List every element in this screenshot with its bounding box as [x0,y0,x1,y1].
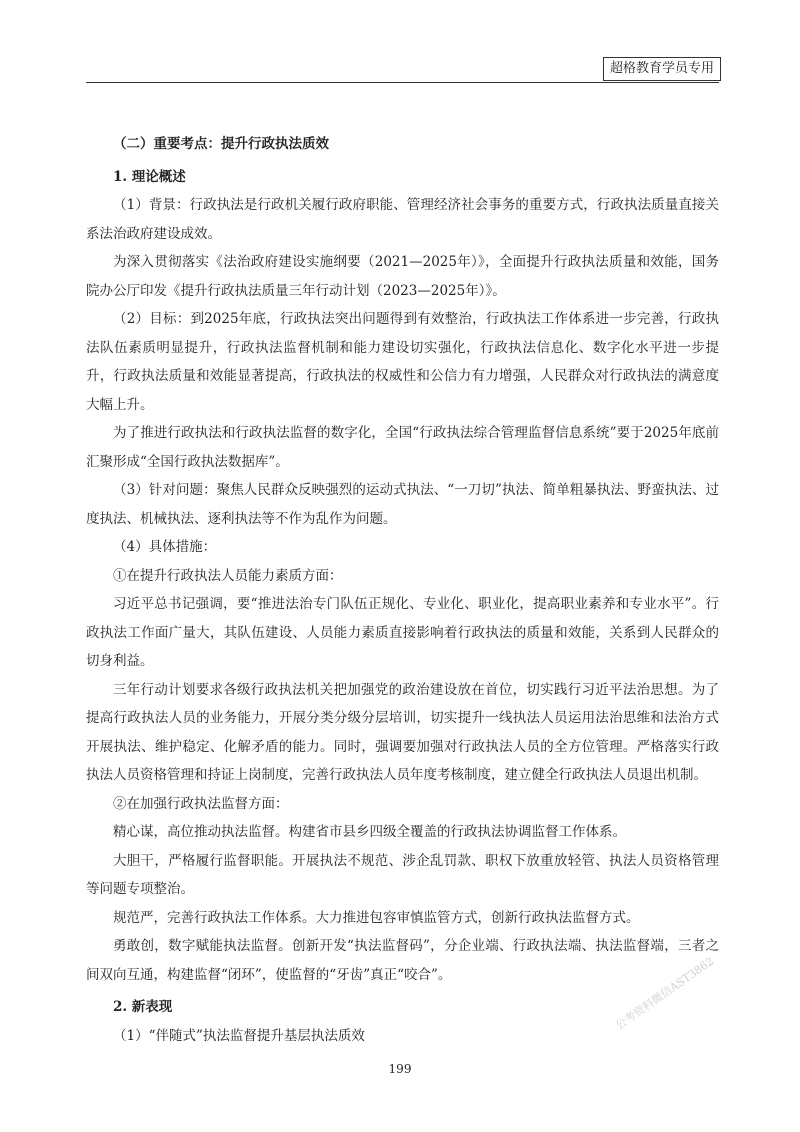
paragraph-background: （1）背景：行政执法是行政机关履行政府职能、管理经济社会事务的重要方式，行政执法质量直接关系法治政府建设成效。 [86,197,719,242]
paragraph-measures-title: （4）具体措施： [113,539,217,555]
paragraph-supervision-title: ②在加强行政执法监督方面： [113,795,289,812]
paragraph-plan-issued: 为深入贯彻落实《法治政府建设实施纲要（2021—2025年）》，全面提升行政执法质量和效能，国务院办公厅印发《提升行政执法质量三年行动计划（2023—2025年）》。 [86,254,719,299]
watermark: 公考资料微信AST3862 [613,954,717,1033]
paragraph-innovation: 勇敢创，数字赋能执法监督。创新开发“执法监督码”，分企业端、行政执法端、执法监督端，三者之间双向互通，构建监督“闭环”，使监督的“牙齿”真正“咬合”。 [86,938,719,983]
paragraph-digitalization: 为了推进行政执法和行政执法监督的数字化，全国“行政执法综合管理监督信息系统”要于2025年底前汇聚形成“全国行政执法数据库”。 [86,425,719,470]
header-label: 超格教育学员专用 [603,57,721,81]
section-title: （二）重要考点：提升行政执法质效 [113,136,329,152]
subsection-title-new: 2. 新表现 [113,999,173,1015]
header-rule [86,82,719,83]
body-content [86,130,719,1050]
paragraph-ability-title: ①在提升行政执法人员能力素质方面： [113,567,343,584]
paragraph-goal: （2）目标：到2025年底，行政执法突出问题得到有效整治，行政执法工作体系进一步完善，行政执法队伍素质明显提升，行政执法监督机制和能力建设切实强化，行政执法信息化、数字化水平进一步提升，行政执法质量和效能显著提高，行政执法的权威性和公信力有力增强，人民群众对行政执法的满意度大幅上升。 [86,311,719,413]
page-number: 199 [388,1062,412,1076]
paragraph-accompanying-supervision: （1）“伴随式”执法监督提升基层执法质效 [113,1027,365,1044]
paragraph-careful-planning: 精心谋，高位推动执法监督。构建省市县乡四级全覆盖的行政执法协调监督工作体系。 [113,824,626,840]
paragraph-three-year-plan: 三年行动计划要求各级行政执法机关把加强党的政治建设放在首位，切实践行习近平法治思想。为了提高行政执法人员的业务能力，开展分类分级分层培训，切实提升一线执法人员运用法治思维和法治方式开展执法、维护稳定、化解矛盾的能力。同时，强调要加强对行政执法人员的全方位管理。严格落实行政执法人员资格管理和持证上岗制度，完善行政执法人员年度考核制度，建立健全行政执法人员退出机制。 [86,681,719,783]
paragraph-strict-norms: 规范严，完善行政执法工作体系。大力推进包容审慎监管方式，创新行政执法监督方式。 [113,909,640,926]
paragraph-xi-quote: 习近平总书记强调，要“推进法治专门队伍正规化、专业化、职业化，提高职业素养和专业水平”。行政执法工作面广量大，其队伍建设、人员能力素质直接影响着行政执法的质量和效能，关系到人民群众的切身利益。 [86,596,719,669]
subsection-title-theory: 1. 理论概述 [113,168,186,185]
paragraph-bold-action: 大胆干，严格履行监督职能。开展执法不规范、涉企乱罚款、职权下放重放轻管、执法人员资格管理等问题专项整治。 [86,852,719,897]
paragraph-target-issues: （3）针对问题：聚焦人民群众反映强烈的运动式执法、“一刀切”执法、简单粗暴执法、野蛮执法、过度执法、机械执法、逐利执法等不作为乱作为问题。 [86,482,719,527]
